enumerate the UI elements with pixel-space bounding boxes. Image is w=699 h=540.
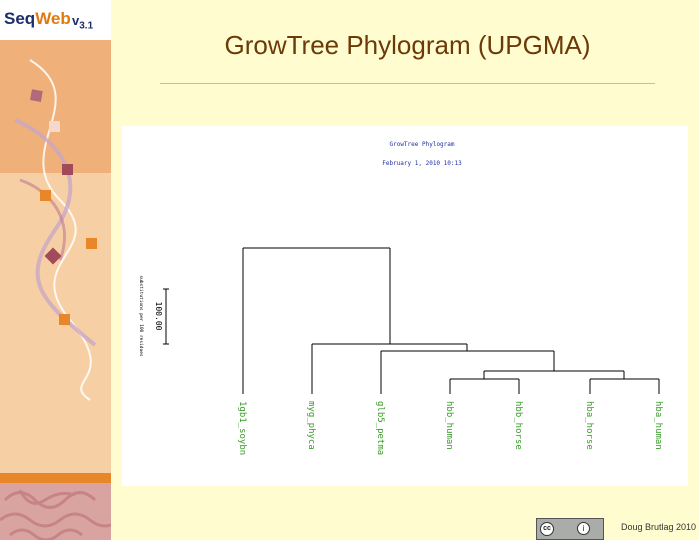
leaf-label: myg_phyca	[306, 401, 316, 450]
phylogram-figure	[122, 126, 688, 486]
logo-seq-text: Seq	[4, 9, 36, 28]
title-divider	[160, 83, 655, 84]
logo-version-number: 3.1	[79, 20, 94, 32]
leaf-label: hba_horse	[584, 401, 594, 450]
leaf-labels	[237, 401, 663, 455]
dna-strand-illustration	[0, 0, 111, 540]
logo-version	[72, 13, 93, 32]
logo-web-text: Web	[35, 9, 71, 28]
leaf-label: glb5_petma	[375, 401, 385, 456]
logo-version-prefix: v	[72, 13, 80, 28]
leaf-label: hbb_human	[444, 401, 454, 450]
author-credit: Doug Brutlag 2010	[621, 522, 697, 532]
sidebar-decoration	[0, 0, 111, 540]
seqweb-logo	[0, 0, 111, 40]
license-badge[interactable]	[536, 518, 604, 540]
figure-title: GrowTree Phylogram	[389, 141, 455, 148]
scale-label: substitutions per 100 residues	[138, 275, 143, 357]
leaf-label: hba_human	[653, 401, 663, 450]
leaf-label: hbb_horse	[513, 401, 523, 450]
phylogram-tree	[122, 126, 688, 486]
attribution-icon: i	[577, 522, 590, 535]
figure-date: February 1, 2010 10:13	[382, 160, 462, 167]
tree-branches	[243, 248, 659, 394]
leaf-label: 1gb1_soybn	[237, 401, 247, 456]
cc-icon: cc	[540, 522, 554, 536]
scale-value: 100.00	[154, 301, 163, 331]
slide-title: GrowTree Phylogram (UPGMA)	[224, 30, 591, 60]
scale-bar	[138, 275, 169, 357]
